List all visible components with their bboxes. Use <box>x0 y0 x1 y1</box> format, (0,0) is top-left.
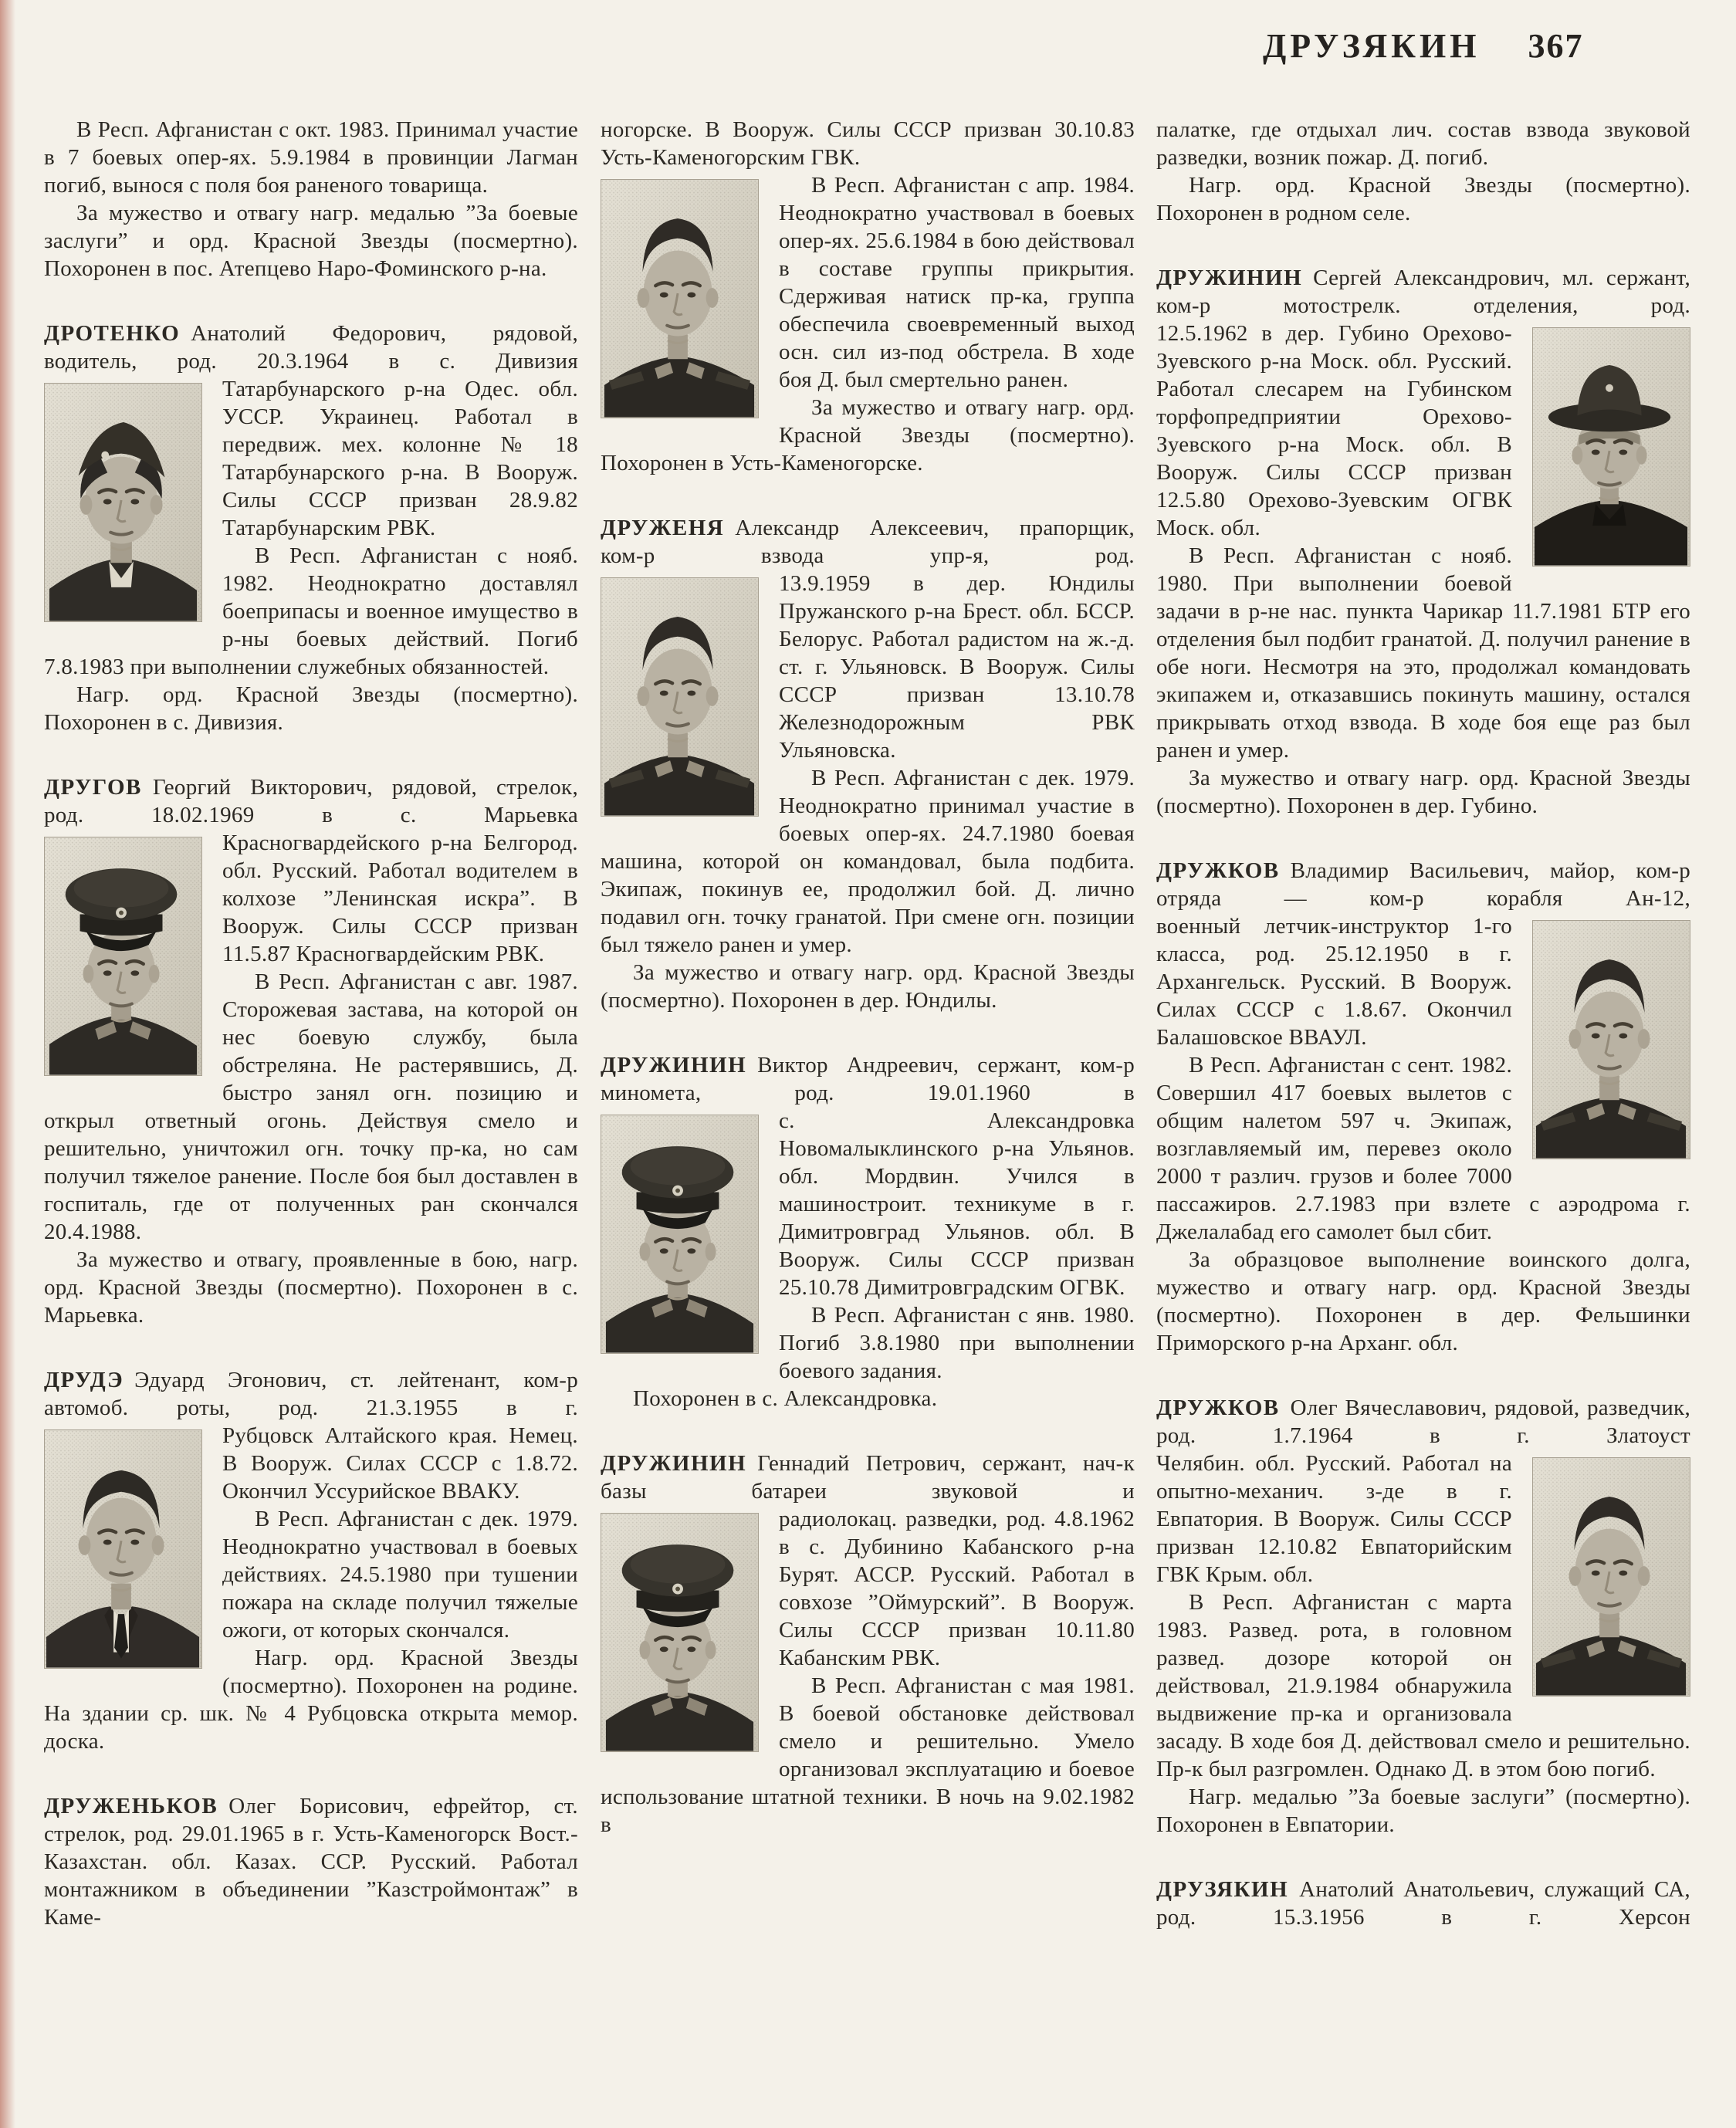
soldier-panama-hat-icon <box>1533 328 1690 566</box>
soldier-uniform-icon <box>601 180 758 418</box>
entry-druzhenkov-continued <box>601 116 1135 477</box>
entry-heading <box>44 1792 578 1931</box>
entry-paragraph: с. Александровка Новомалыклинского р-на Ульянов. обл. Мордвин. Учился в машиностроит. техникуме в г. Димитровград Ульянов. обл. В Вооруж. Силы СССР призван 25.10.78 Димитровградским ОГВК. <box>779 1108 1135 1300</box>
entry-lead-text: Виктор Андреевич, сержант, ком-р миномета, род. 19.01.1960 в <box>601 1053 1135 1105</box>
entry-surname: ДРУЖИНИН <box>601 1451 747 1476</box>
entry-druzhinin-viktor <box>601 1051 1135 1412</box>
officer-uniform-icon <box>1533 921 1690 1159</box>
portrait-soldier-peaked-cap-photo <box>601 1513 759 1752</box>
portrait-soldier-uniform-photo <box>1532 1457 1690 1697</box>
entry-paragraph: палатке, где отдыхал лич. состав взвода звуковой разведки, возник пожар. Д. погиб. <box>1156 117 1690 170</box>
entry-paragraph: В Респ. Афганистан с сент. 1982. Совершил 417 боевых вылетов с общим налетом 597 ч. Экипаж, возглавляемый им, перевез около 2000 т различ. грузов и более 7000 пассажиров. 2.7.1983 при взлете с аэродрома г. Джелалабад его самолет был сбит. <box>1156 1053 1690 1244</box>
entry-paragraph: Нагр. орд. Красной Звезды (посмертно). Похоронен в с. Дивизия. <box>44 682 578 735</box>
portrait-man-suit-photo <box>44 1429 202 1669</box>
entry-heading <box>1156 264 1690 320</box>
entry-paragraph: За образцовое выполнение воинского долга, мужество и отвагу нагр. орд. Красной Звезды (посмертно). Похоронен в дер. Фельшинки Приморского р-на Арханг. обл. <box>1156 1247 1690 1355</box>
entry-lead-text: Георгий Викторович, рядовой, стрелок, род. 18.02.1969 в с. Марьевка <box>44 775 578 827</box>
entry-heading <box>1156 857 1690 912</box>
entry-surname: ДРУЖЕНЬКОВ <box>44 1794 218 1818</box>
entry-surname: ДРУЖЕНЯ <box>601 516 725 540</box>
soldier-peaked-cap-icon <box>601 1115 758 1353</box>
entry-druzhkov-oleg <box>1156 1394 1690 1839</box>
entry-drude <box>44 1366 578 1755</box>
entry-surname: ДРУЖИНИН <box>1156 266 1303 290</box>
entry-heading <box>601 1450 1135 1505</box>
entry-paragraph: Красногвардейского р-на Белгород. обл. Русский. Работал водителем в колхозе ”Ленинская искра”. В Вооруж. Силы СССР призван 11.5.87 Красногвардейским РВК. <box>222 831 578 966</box>
entry-paragraph: За мужество и отвагу нагр. медалью ”За боевые заслуги” и орд. Красной Звезды (посмертно). Похоронен в пос. Атепцево Наро-Фоминского р-на. <box>44 201 578 281</box>
portrait-officer-uniform-photo <box>1532 920 1690 1159</box>
header-keyword: ДРУЗЯКИН <box>1263 27 1481 65</box>
entry-surname: ДРУГОВ <box>44 775 142 800</box>
entry-heading <box>1156 1394 1690 1450</box>
portrait-soldier-peaked-cap-photo <box>44 837 202 1076</box>
entry-heading <box>44 773 578 829</box>
portrait-soldier-panama-hat-photo <box>1532 327 1690 567</box>
entry-paragraph: За мужество и отвагу нагр. орд. Красной Звезды (посмертно). Похоронен в Усть-Каменогорске. <box>601 395 1135 475</box>
soldier-uniform-icon <box>601 578 758 816</box>
entry-druzhinin-gennadiy <box>601 1450 1135 1839</box>
entry-lead-text: Эдуард Эгонович, ст. лейтенант, ком-р автомоб. роты, род. 21.3.1955 в г. <box>44 1368 578 1420</box>
entry-heading <box>601 1051 1135 1107</box>
entry-paragraph: Нагр. орд. Красной Звезды (посмертно). Похоронен в родном селе. <box>1156 173 1690 225</box>
entry-lead-text: Геннадий Петрович, сержант, нач-к базы батареи звуковой и <box>601 1451 1135 1504</box>
text-column-2 <box>601 116 1135 2107</box>
portrait-soldier-uniform-photo <box>601 179 759 418</box>
entry-druzhenya <box>601 514 1135 1014</box>
page-number: 367 <box>1528 27 1584 65</box>
entry-heading <box>1156 1876 1690 1931</box>
entry-paragraph: В Респ. Афганистан с нояб. 1980. При выполнении боевой задачи в р-не нас. пункта Чарикар 11.7.1981 БТР его отделения был подбит гранатой. Д. получил ранение в обе ноги. Несмотря на это, продолжал командовать экипажем и, отказавшись покинуть машину, остался прикрывать отход взвода. В ходе боя еще раз был ранен и умер. <box>1156 543 1690 763</box>
entry-paragraph: В Респ. Афганистан с дек. 1979. Неоднократно принимал участие в боевых опер-ях. 24.7.1980 боевая машина, которой он командовал, была подбита. Экипаж, покинув ее, продолжил бой. Д. лично подавил огн. точку гранатой. При смене огн. позиции был тяжело ранен и умер. <box>601 766 1135 957</box>
soldier-peaked-cap-icon <box>45 837 201 1075</box>
entry-paragraph: За мужество и отвагу нагр. орд. Красной Звезды (посмертно). Похоронен в дер. Губино. <box>1156 766 1690 818</box>
entry-paragraph: Татарбунарского р-на Одес. обл. УССР. Украинец. Работал в передвиж. мех. колонне № 18 Татарбунарского р-на. В Вооруж. Силы СССР призван 28.9.82 Татарбунарским РВК. <box>222 377 578 540</box>
portrait-soldier-peaked-cap-photo <box>601 1115 759 1354</box>
entry-drugov <box>44 773 578 1329</box>
entry-surname: ДРУЖИНИН <box>601 1053 747 1078</box>
entry-lead-text: Олег Вячеславович, рядовой, разведчик, род. 1.7.1964 в г. Златоуст <box>1156 1396 1690 1448</box>
entry-paragraph: Нагр. орд. Красной Звезды (посмертно). Похоронен на родине. На здании ср. шк. № 4 Рубцовска открыта мемор. доска. <box>44 1646 578 1754</box>
entry-drotenko <box>44 320 578 736</box>
entry-paragraph: За мужество и отвагу нагр. орд. Красной Звезды (посмертно). Похоронен в дер. Юндилы. <box>601 960 1135 1013</box>
entry-paragraph: 12.5.1962 в дер. Губино Орехово-Зуевского р-на Моск. обл. Русский. Работал слесарем на Губинском торфопредприятии Орехово-Зуевского р-на Моск. обл. В Вооруж. Силы СССР призван 12.5.80 Орехово-Зуевским ОГВК Моск. обл. <box>1156 321 1512 540</box>
entry-lead-text: Олег Борисович, ефрейтор, ст. стрелок, род. 29.01.1965 в г. Усть-Каменогорск Вост.-Казахстан. обл. Казах. ССР. Русский. Работал монтажником в объединении ”Казстроймонтаж” в Каме- <box>44 1794 578 1930</box>
running-header <box>1156 26 1697 66</box>
entry-paragraph: В Респ. Афганистан с апр. 1984. Неоднократно участвовал в боевых опер-ях. 25.6.1984 в бою действовал в составе группы прикрытия. Сдерживая натиск пр-ка, группа обеспечила своевременный выход осн. сил из-под обстрела. В ходе боя Д. был смертельно ранен. <box>779 173 1135 392</box>
entry-heading <box>601 514 1135 570</box>
entry-lead-text: Сергей Александрович, мл. сержант, ком-р мотострелк. отделения, род. <box>1156 266 1690 318</box>
entry-paragraph: 13.9.1959 в дер. Юндилы Пружанского р-на Брест. обл. БССР. Белорус. Работал радистом на ж.-д. ст. г. Ульяновск. В Вооруж. Силы СССР призван 13.10.78 Железнодорожным РВК Ульяновска. <box>779 571 1135 763</box>
soldier-peaked-cap-icon <box>601 1514 758 1751</box>
scan-gutter-shadow <box>0 0 15 2128</box>
entry-surname: ДРОТЕНКО <box>44 321 181 346</box>
text-column-1 <box>44 116 578 2107</box>
entry-lead-text: Александр Алексеевич, прапорщик, ком-р взвода упр-я, род. <box>601 516 1135 568</box>
entry-surname: ДРУЗЯКИН <box>1156 1877 1289 1902</box>
entry-lead-text: Анатолий Федорович, рядовой, водитель, род. 20.3.1964 в с. Дивизия <box>44 321 578 374</box>
entry-paragraph: В Респ. Афганистан с янв. 1980. Погиб 3.8.1980 при выполнении боевого задания. <box>779 1303 1135 1383</box>
entry-lead-text: Анатолий Анатольевич, служащий СА, род. 15.3.1956 в г. Херсон <box>1156 1877 1690 1930</box>
entry-druzhinin-gennadiy-continued <box>1156 116 1690 227</box>
entry-paragraph: военный летчик-инструктор 1-го класса, род. 25.12.1950 в г. Архангельск. Русский. В Вооруж. Силах СССР с 1.8.67. Окончил Балашовское ВВАУЛ. <box>1156 914 1512 1050</box>
text-column-3 <box>1156 116 1690 2107</box>
entry-druzhinin-sergey <box>1156 264 1690 820</box>
entry-paragraph: ногорске. В Вооруж. Силы СССР призван 30.10.83 Усть-Каменогорским ГВК. <box>601 117 1135 170</box>
entry-paragraph: В Респ. Афганистан с нояб. 1982. Неоднократно доставлял боеприпасы и военное имущество в р-ны боевых действий. Погиб 7.8.1983 при выполнении служебных обязанностей. <box>44 543 578 679</box>
entry-heading <box>44 320 578 375</box>
entry-druzhenkov <box>44 1792 578 1931</box>
entry-druzhkov-vladimir <box>1156 857 1690 1357</box>
man-suit-icon <box>45 1430 201 1668</box>
portrait-soldier-uniform-photo <box>601 577 759 817</box>
soldier-uniform-icon <box>1533 1458 1690 1696</box>
portrait-soldier-garrison-cap-photo <box>44 383 202 622</box>
soldier-garrison-cap-icon <box>45 384 201 621</box>
entry-paragraph: Нагр. медалью ”За боевые заслуги” (посмертно). Похоронен в Евпатории. <box>1156 1785 1690 1837</box>
entry-heading <box>44 1366 578 1422</box>
entry-paragraph: В Респ. Афганистан с мая 1981. В боевой обстановке действовал смело и решительно. Умело организовал эксплуатацию и боевое использование штатной техники. В ночь на 9.02.1982 в <box>601 1673 1135 1837</box>
entry-surname: ДРУЖКОВ <box>1156 1396 1280 1420</box>
entry-paragraph: За мужество и отвагу, проявленные в бою, нагр. орд. Красной Звезды (посмертно). Похоронен в с. Марьевка. <box>44 1247 578 1328</box>
entry-lead-text: Владимир Васильевич, майор, ком-р отряда — ком-р корабля Ан-12, <box>1156 858 1690 911</box>
entry-paragraph: радиолокац. разведки, род. 4.8.1962 в с. Дубинино Кабанского р-на Бурят. АССР. Русский. Работал в совхозе ”Оймурский”. В Вооруж. Силы СССР призван 10.11.80 Кабанским РВК. <box>779 1507 1135 1670</box>
entry-paragraph: В Респ. Афганистан с окт. 1983. Принимал участие в 7 боевых опер-ях. 5.9.1984 в провинции Лагман погиб, вынося с поля боя раненого товарища. <box>44 117 578 198</box>
entry-paragraph: Рубцовск Алтайского края. Немец. В Вооруж. Силах СССР с 1.8.72. Окончил Уссурийское ВВАКУ. <box>222 1423 578 1504</box>
entry-paragraph: Похоронен в с. Александровка. <box>633 1386 938 1411</box>
entry-continuation-previous-page <box>44 116 578 282</box>
entry-paragraph: В Респ. Афганистан с марта 1983. Развед. рота, в головном развед. дозоре которой он действовал, 21.9.1984 обнаружила выдвижение пр-ка и организовала засаду. В ходе боя Д. действовал смело и решительно. Пр-к был разгромлен. Однако Д. в этом бою погиб. <box>1156 1590 1690 1781</box>
entry-surname: ДРУДЭ <box>44 1368 124 1392</box>
entry-druzyakin <box>1156 1876 1690 1931</box>
entry-surname: ДРУЖКОВ <box>1156 858 1280 883</box>
entry-paragraph: В Респ. Афганистан с авг. 1987. Сторожевая застава, на которой он нес боевую службу, была обстреляна. Не растерявшись, Д. быстро занял огн. позицию и открыл ответный огонь. Действуя смело и решительно, уничтожил огн. точку пр-ка, но сам получил тяжелое ранение. После боя был доставлен в госпиталь, где от полученных ран скончался 20.4.1988. <box>44 969 578 1244</box>
entry-paragraph: Челябин. обл. Русский. Работал на опытно-механич. з-де в г. Евпатория. В Вооруж. Силы СССР призван 12.10.82 Евпаторийским ГВК Крым. обл. <box>1156 1451 1512 1587</box>
entry-paragraph: В Респ. Афганистан с дек. 1979. Неоднократно участвовал в боевых действиях. 24.5.1980 при тушении пожара на складе получил тяжелые ожоги, от которых скончался. <box>222 1507 578 1643</box>
